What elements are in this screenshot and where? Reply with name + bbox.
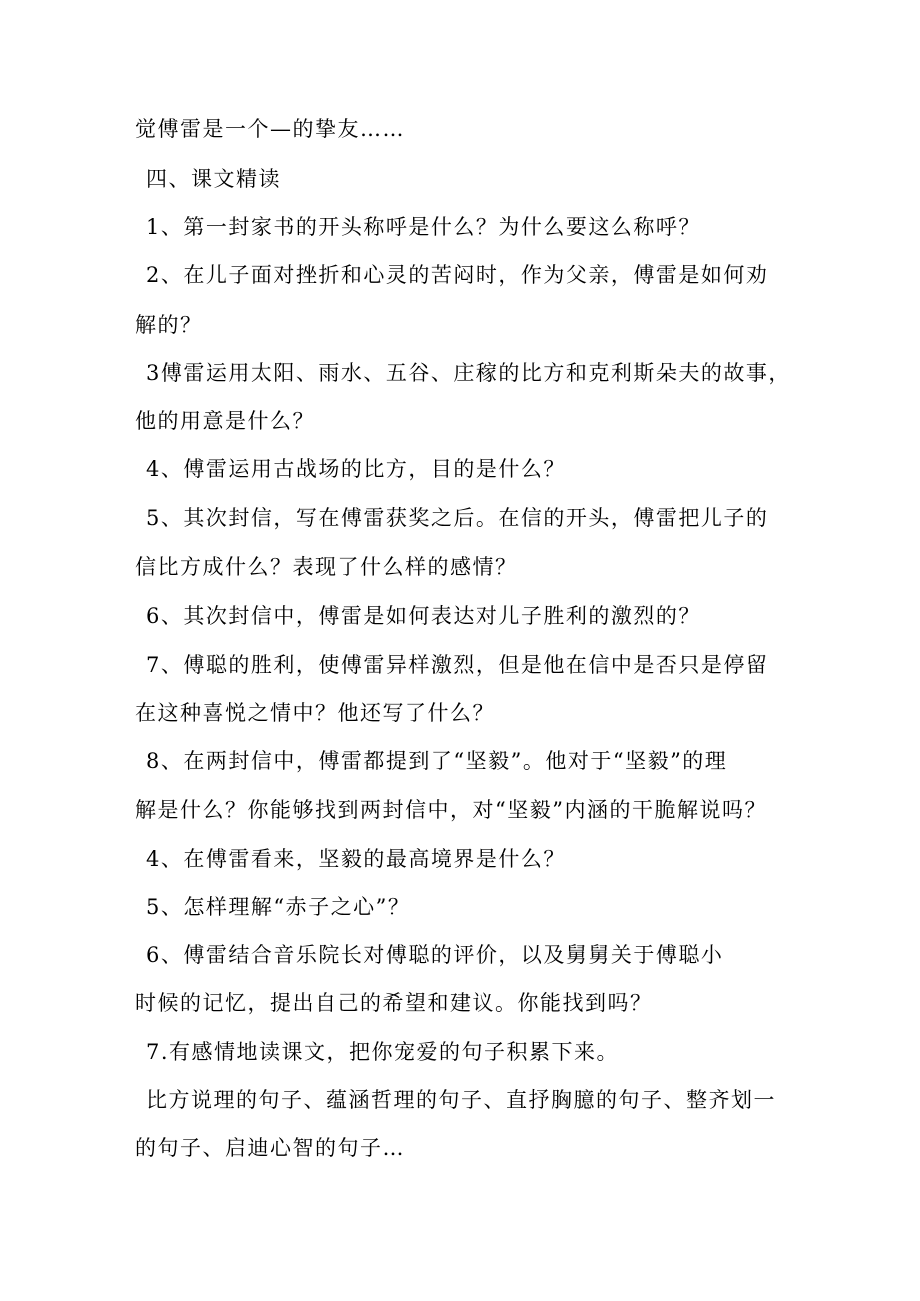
question-line: 7.有感情地读课文，把你宠爱的句子积累下来。 xyxy=(146,1040,620,1064)
text-continuation: 的句子、启迪心智的句子… xyxy=(135,1136,405,1160)
section-heading: 四、课文精读 xyxy=(146,167,281,191)
text-line: 比方说理的句子、蕴涵哲理的句子、直抒胸臆的句子、整齐划一 xyxy=(146,1088,776,1112)
question-line: 6、傅雷结合音乐院长对傅聪的评价，以及舅舅关于傅聪小 xyxy=(146,943,724,967)
question-continuation: 在这种喜悦之情中？他还写了什么？ xyxy=(135,701,495,725)
question-continuation: 信比方成什么？表现了什么样的感情？ xyxy=(135,555,518,579)
question-line: 1、第一封家书的开头称呼是什么？为什么要这么称呼？ xyxy=(146,215,701,239)
question-continuation: 解是什么？你能够找到两封信中，对“坚毅”内涵的干脆解说吗？ xyxy=(135,798,767,822)
question-continuation: 他的用意是什么？ xyxy=(135,409,315,433)
question-line: 5、其次封信，写在傅雷获奖之后。在信的开头，傅雷把儿子的 xyxy=(146,506,769,530)
text-line: 觉傅雷是一个—的挚友…… xyxy=(135,117,405,141)
question-line: 4、在傅雷看来，坚毅的最高境界是什么？ xyxy=(146,847,566,871)
question-line: 6、其次封信中，傅雷是如何表达对儿子胜利的激烈的？ xyxy=(146,604,701,628)
question-line: 7、傅聪的胜利，使傅雷异样激烈，但是他在信中是否只是停留 xyxy=(146,653,769,677)
question-line: 3傅雷运用太阳、雨水、五谷、庄稼的比方和克利斯朵夫的故事， xyxy=(146,361,791,385)
question-line: 5、怎样理解“赤子之心”？ xyxy=(146,895,411,919)
question-continuation: 时候的记忆，提出自己的希望和建议。你能找到吗？ xyxy=(135,991,653,1015)
question-line: 8、在两封信中，傅雷都提到了“坚毅”。他对于“坚毅”的理 xyxy=(146,749,728,773)
question-continuation: 解的？ xyxy=(135,313,203,337)
question-line: 2、在儿子面对挫折和心灵的苦闷时，作为父亲，傅雷是如何劝 xyxy=(146,263,769,287)
question-line: 4、傅雷运用古战场的比方，目的是什么？ xyxy=(146,457,566,481)
